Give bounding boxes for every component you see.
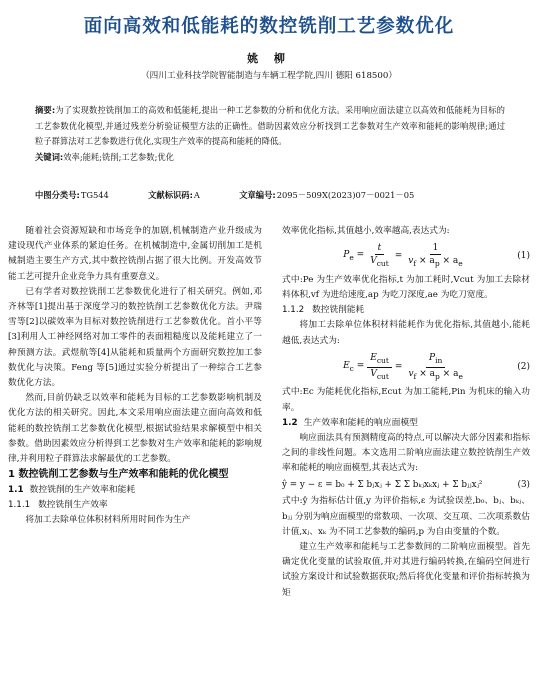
- article-no-label: 文章编号:: [239, 190, 276, 200]
- eq-symbol: V: [370, 368, 377, 379]
- fraction: [405, 352, 465, 383]
- eq-symbol: E: [343, 360, 350, 371]
- eq-subscript: p: [434, 259, 440, 268]
- subsubsection-heading: [282, 303, 530, 318]
- abstract: [35, 103, 505, 165]
- eq-symbol: E: [370, 352, 377, 363]
- subsection-heading: [282, 416, 530, 431]
- heading-text: 数控铣削生产效率: [38, 500, 108, 511]
- eq-symbol: × a: [419, 256, 435, 267]
- eq-symbol: × a: [419, 368, 435, 379]
- paragraph: 然而,目前仍缺乏以效率和能耗为目标的工艺参数影响机制及优化方法的相关研究。因此,本文采用响应面法建立面向高效和低能耗的数控铣削工艺参数优化模型,根据试验结果求解模型中相关参数。借助因素效应分析得到工艺参数对生产效率和能耗的影响规律,并利用粒子群算法求解最优的工艺参数。: [8, 393, 262, 465]
- eq-symbol: V: [370, 256, 377, 267]
- eq-subscript: e: [458, 259, 463, 268]
- clc-value: TG544: [80, 190, 109, 200]
- section-heading: 1 数控铣削工艺参数与生产效率和能耗的优化模型: [8, 469, 229, 481]
- paper-title: 面向高效和低能耗的数控铣削工艺参数优化: [83, 16, 455, 37]
- equation-2: $E_c$ = $\frac{E_{cut}}{V_{cut}}$ = $\frac{P_{in}}{v_f \times a_p \times a_e}$ (2): [343, 352, 530, 381]
- heading-number: 1.2: [282, 417, 298, 428]
- paragraph: 将加工去除单位体积材料所用时间作为生产: [25, 515, 191, 526]
- doc-code-label: 文献标识码:: [148, 190, 193, 200]
- eq-subscript: e: [458, 371, 463, 381]
- eq-symbol: × a: [442, 368, 459, 379]
- clc-label: 中图分类号:: [35, 190, 80, 200]
- eq-symbol: v: [408, 256, 414, 267]
- heading-text: 生产效率和能耗的响应面模型: [303, 417, 418, 428]
- eq-subscript: p: [434, 371, 440, 381]
- eq-subscript: f: [413, 259, 417, 268]
- subsubsection-heading: [8, 498, 262, 513]
- keywords-text: 效率;能耗;铣削;工艺参数;优化: [63, 151, 174, 162]
- paragraph: 已有学者对数控铣削工艺参数优化进行了相关研究。例如,邓齐林等[1]提出基于深度学习的数控铣削工艺参数优化方法。尹瑞雪等[2]以碳效率为目标对数控铣削进行工艺参数优化。首小平等[3]利用人工神经网络对加工零件的表面粗糙度以及能耗建立了一种预测方法。武煜航等[4]从能耗和质量两个方面研究数控加工参数优化与决策。Feng 等[5]通过实验分析提出了一种综合工艺参数优化方法。: [8, 286, 262, 389]
- article-meta: [35, 188, 505, 203]
- abstract-label: 摘要:: [35, 105, 56, 115]
- eq-subscript: c: [349, 363, 354, 373]
- affiliation: （四川工业科技学院智能制造与车辆工程学院,四川 德阳 618500）: [141, 71, 397, 81]
- eq-symbol: v: [408, 368, 414, 379]
- abstract-text: 为了实现数控铣削加工的高效和低能耗,提出一种工艺参数的分析和优化方法。采用响应面法建立以高效和低能耗为目标的工艺参数优化模型,并通过残差分析验证模型方法的正确性。借助因素效应分析找到工艺参数对生产效率和能耗的影响规律;通过粒子群算法对工艺参数进行优化,实现生产效率的提高和能耗的降低。: [35, 105, 505, 146]
- author-name: 姚 柳: [247, 52, 291, 65]
- eq-symbol: × a: [442, 256, 459, 267]
- article-no-value: 2095－509X(2023)07－0021－05: [276, 190, 415, 200]
- paragraph: 响应面法具有预测精度高的特点,可以解决大部分因素和指标之间的非线性问题。本文选用二阶响应面法建立数控铣削生产效率和能耗的响应面模型,其表达式为:: [282, 432, 530, 474]
- paragraph: 将加工去除单位体积材料能耗作为优化指标,其值越小,能耗越低,表达式为:: [282, 320, 530, 346]
- equation-3: [282, 479, 530, 491]
- equation-text: ŷ = y − ε = b₀ + Σ bⱼxⱼ + Σ Σ bₖⱼxₖxⱼ + Σ bⱼⱼxⱼ²: [282, 480, 483, 491]
- equation-1: $P_e$ = $\frac{t}{V_{cut}}$ = $\frac{1}{v_f \times a_p \times a_e}$ (1): [343, 243, 530, 268]
- paragraph: 效率优化指标,其值越小,效率越高,表达式为:: [282, 226, 450, 236]
- eq-subscript: in: [435, 355, 443, 365]
- equation-number: (3): [517, 480, 530, 491]
- right-column: [282, 224, 530, 601]
- eq-subscript: f: [413, 371, 417, 381]
- heading-text: 数控铣削能耗: [312, 305, 365, 316]
- paragraph: 式中:Pe 为生产效率优化指标,t 为加工耗时,Vcut 为加工去除材料体积,vf 为进给速度,ap 为吃刀深度,ae 为吃刀宽度。: [282, 275, 530, 301]
- paragraph: 式中:ŷ 为指标估计值,y 为评价指标,ε 为试验误差,b₀、bⱼ、bₖⱼ、bⱼⱼ 分别为响应面模型的常数项、一次项、交互项、二次项系数估计值,xⱼ、xₖ 为不同工艺参数的编码,p 为自由变量的个数。: [282, 496, 530, 537]
- equation-number: (1): [517, 251, 530, 262]
- paragraph: 式中:Ec 为能耗优化指标,Ecut 为加工能耗,Pin 为机床的输入功率。: [282, 387, 530, 413]
- keywords-label: 关键词:: [35, 151, 64, 162]
- eq-symbol: P: [343, 249, 350, 260]
- heading-number: 1.1.2: [282, 305, 305, 316]
- eq-subscript: cut: [376, 371, 389, 381]
- left-column: [8, 224, 262, 528]
- heading-text: 数控铣削的生产效率和能耗: [29, 485, 136, 496]
- eq-subscript: e: [349, 252, 354, 262]
- eq-subscript: cut: [376, 355, 389, 365]
- paragraph: 建立生产效率和能耗与工艺参数间的二阶响应面模型。首先确定优化变量的试验取值,并对其进行编码转换,在编码空间进行试验方案设计和试验数据获取;然后将优化变量和评价指标转换为矩: [282, 542, 530, 598]
- eq-symbol: t: [377, 243, 382, 254]
- subsection-heading: [8, 483, 262, 498]
- fraction: [367, 352, 392, 383]
- doc-code-value: A: [193, 190, 200, 200]
- eq-symbol: P: [429, 352, 436, 363]
- heading-number: 1.1.1: [8, 500, 31, 511]
- equation-number: (2): [517, 362, 530, 373]
- heading-number: 1.1: [8, 485, 24, 496]
- fraction: [367, 242, 392, 270]
- keywords: [35, 150, 505, 166]
- fraction: [405, 242, 465, 270]
- eq-symbol: 1: [430, 242, 442, 255]
- paragraph: 随着社会资源短缺和市场竞争的加剧,机械制造产业升级成为建设现代产业体系的紧迫任务。在机械制造中,金属切削加工是机械制造主要生产方式,其中数控铣削占据了很大比例。开发高效节能工艺可提升企业竞争力具有重要意义。: [8, 226, 262, 282]
- eq-subscript: cut: [376, 259, 389, 268]
